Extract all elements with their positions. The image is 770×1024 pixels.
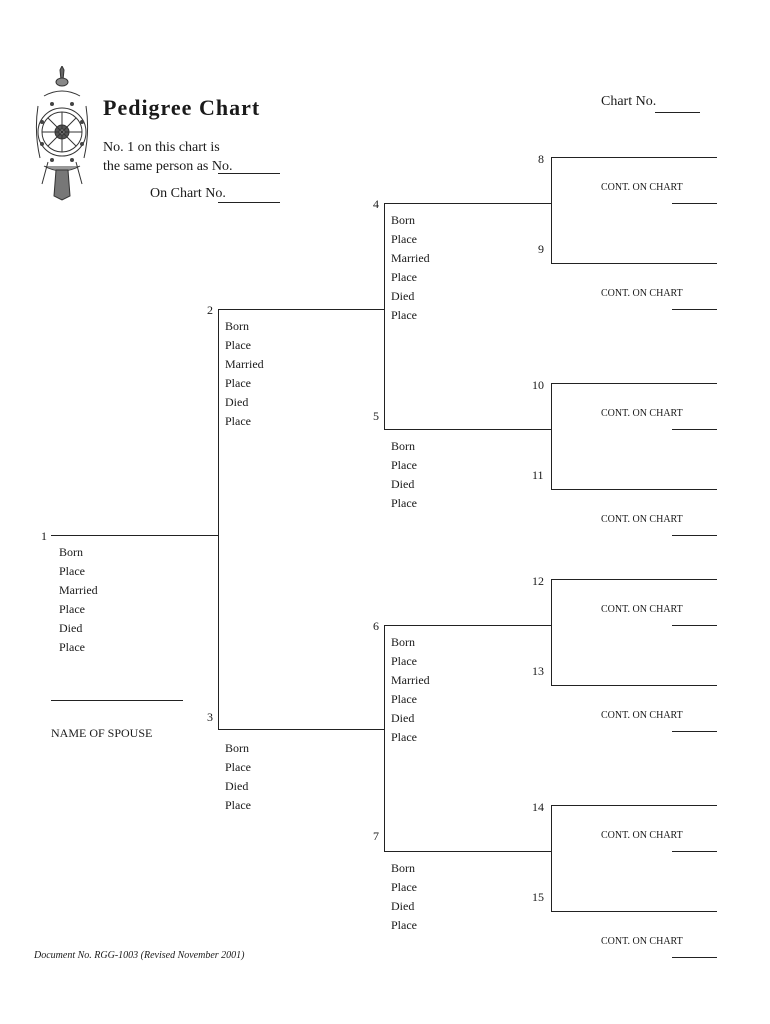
person-15-number: 15 [532,890,544,904]
person-6-place-label: Place [391,692,417,706]
person-1-place-label: Place [59,640,85,654]
chart-no-label: Chart No. [601,94,657,109]
person-7-place-label: Place [391,918,417,932]
person-2-born-label: Born [225,319,249,333]
person-7-place-label: Place [391,880,417,894]
person-12-number: 12 [532,574,544,588]
person-8-cont-field[interactable] [672,203,717,204]
person-12-name-line[interactable] [551,579,717,580]
person-1-died-label: Died [59,621,83,635]
person-2-place-label: Place [225,338,251,352]
person-10-number: 10 [532,378,544,392]
connector-2 [384,203,385,429]
person-10-cont-field[interactable] [672,429,717,430]
person-1-place-label: Place [59,564,85,578]
person-3-born-label: Born [225,741,249,755]
person-5-place-label: Place [391,496,417,510]
person-3-place-label: Place [225,798,251,812]
person-1-married-label: Married [59,583,98,597]
person-1-born-label: Born [59,545,83,559]
person-5-number: 5 [373,409,379,423]
person-4-married-label: Married [391,251,430,265]
person-2-died-label: Died [225,395,249,409]
person-10-name-line[interactable] [551,383,717,384]
person-6-name-line[interactable] [384,625,551,626]
person-7-died-label: Died [391,899,415,913]
spouse-name-line[interactable] [51,700,183,701]
person-12-cont-field[interactable] [672,625,717,626]
person-11-name-line[interactable] [551,489,717,490]
person-9-number: 9 [538,242,544,256]
person-9-cont-field[interactable] [672,309,717,310]
person-15-cont-label: CONT. ON CHART [601,936,683,947]
person-2-place-label: Place [225,376,251,390]
dharma-wheel-emblem-icon [34,66,90,202]
person-5-place-label: Place [391,458,417,472]
same-person-number-field[interactable] [218,173,280,174]
person-6-place-label: Place [391,730,417,744]
person-14-cont-field[interactable] [672,851,717,852]
person-2-name-line[interactable] [218,309,384,310]
connector-7 [551,805,552,911]
person-11-number: 11 [532,468,544,482]
person-7-born-label: Born [391,861,415,875]
person-11-cont-label: CONT. ON CHART [601,514,683,525]
connector-3 [384,625,385,851]
person-9-name-line[interactable] [551,263,717,264]
person-13-cont-label: CONT. ON CHART [601,710,683,721]
same-person-line2: the same person as No. [103,159,233,174]
person-5-name-line[interactable] [384,429,551,430]
person-4-born-label: Born [391,213,415,227]
person-6-died-label: Died [391,711,415,725]
person-1-name-line[interactable] [51,535,218,536]
person-6-born-label: Born [391,635,415,649]
person-6-number: 6 [373,619,379,633]
person-4-place-label: Place [391,232,417,246]
person-4-name-line[interactable] [384,203,551,204]
person-13-cont-field[interactable] [672,731,717,732]
same-person-line1: No. 1 on this chart is [103,140,220,155]
on-chart-label: On Chart No. [150,186,226,201]
person-4-place-label: Place [391,270,417,284]
person-13-name-line[interactable] [551,685,717,686]
person-6-married-label: Married [391,673,430,687]
person-13-number: 13 [532,664,544,678]
person-3-died-label: Died [225,779,249,793]
person-10-cont-label: CONT. ON CHART [601,408,683,419]
person-15-name-line[interactable] [551,911,717,912]
person-1-number: 1 [41,529,47,543]
person-5-died-label: Died [391,477,415,491]
person-6-place-label: Place [391,654,417,668]
person-5-born-label: Born [391,439,415,453]
connector-5 [551,383,552,489]
document-number-footer: Document No. RGG-1003 (Revised November 2001) [34,950,245,961]
spouse-label: NAME OF SPOUSE [51,726,153,740]
page-title: Pedigree Chart [103,95,261,120]
person-2-number: 2 [207,303,213,317]
person-3-name-line[interactable] [218,729,384,730]
person-3-number: 3 [207,710,213,724]
person-4-died-label: Died [391,289,415,303]
person-4-place-label: Place [391,308,417,322]
connector-4 [551,157,552,263]
person-7-name-line[interactable] [384,851,551,852]
person-4-number: 4 [373,197,379,211]
person-14-number: 14 [532,800,544,814]
person-3-place-label: Place [225,760,251,774]
person-14-cont-label: CONT. ON CHART [601,830,683,841]
connector-6 [551,579,552,685]
person-2-place-label: Place [225,414,251,428]
person-9-cont-label: CONT. ON CHART [601,288,683,299]
person-14-name-line[interactable] [551,805,717,806]
person-11-cont-field[interactable] [672,535,717,536]
person-8-cont-label: CONT. ON CHART [601,182,683,193]
person-8-number: 8 [538,152,544,166]
connector-1 [218,309,219,729]
person-7-number: 7 [373,829,379,843]
person-1-place-label: Place [59,602,85,616]
person-12-cont-label: CONT. ON CHART [601,604,683,615]
person-8-name-line[interactable] [551,157,717,158]
person-15-cont-field[interactable] [672,957,717,958]
person-2-married-label: Married [225,357,264,371]
chart-no-field[interactable] [655,112,700,113]
on-chart-number-field[interactable] [218,202,280,203]
